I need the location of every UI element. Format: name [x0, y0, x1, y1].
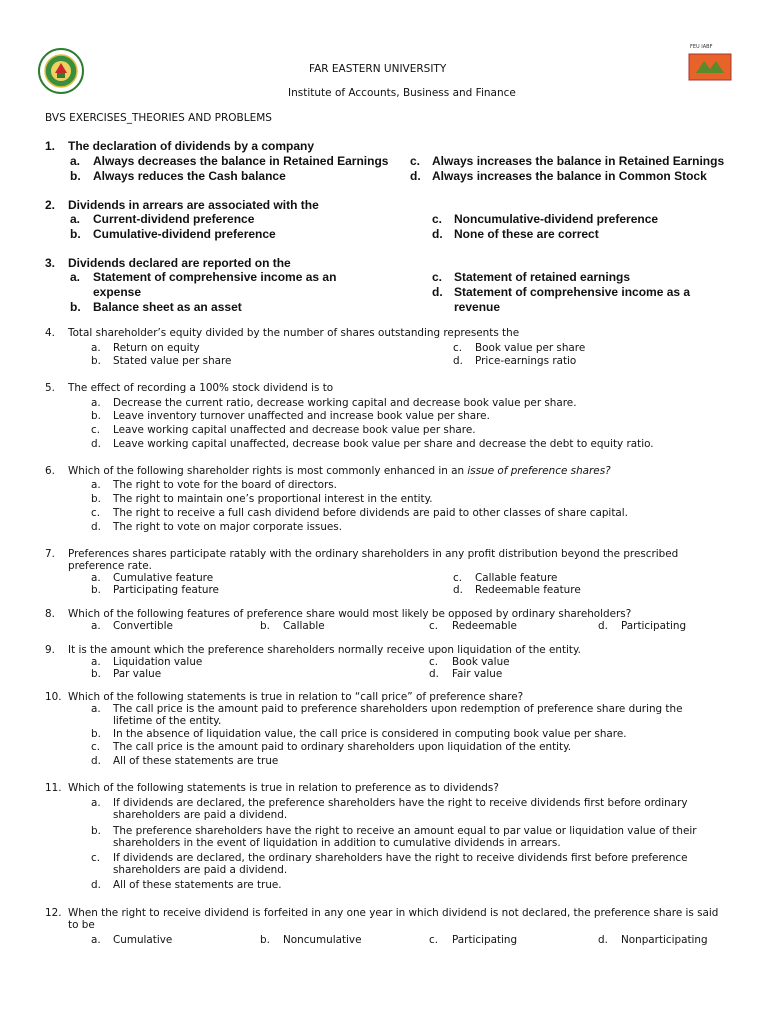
question-number: 8. — [45, 608, 55, 620]
question-stem: The declaration of dividends by a company — [68, 139, 315, 153]
option-text: Callable — [283, 620, 325, 632]
option-letter: d. — [598, 934, 608, 946]
option-letter: b. — [91, 493, 101, 505]
option-text: Participating — [452, 934, 518, 946]
option-text: Cumulative-dividend preference — [93, 227, 276, 241]
question-number: 10. — [45, 691, 62, 703]
option-text: Callable feature — [475, 572, 558, 584]
option-letter: c. — [453, 572, 463, 584]
university-name: FAR EASTERN UNIVERSITY — [309, 63, 447, 75]
question-stem: When the right to receive dividend is forfeited in any one year in which dividend is not declared, the preference share is said to be — [68, 907, 719, 932]
option-letter: c. — [432, 212, 443, 226]
question-stem: Which of the following features of preference share would most likely be opposed by ordinary shareholders? — [68, 608, 632, 620]
option-text: Decrease the current ratio, decrease working capital and decrease book value per share. — [113, 397, 577, 409]
option-text: Price-earnings ratio — [475, 355, 577, 367]
question-number: 5. — [45, 382, 55, 394]
institute-logo-text: FEU IABF — [690, 44, 713, 50]
option-letter: c. — [429, 620, 439, 632]
option-text: Always reduces the Cash balance — [93, 169, 286, 183]
option-letter: a. — [91, 342, 101, 354]
institute-logo — [688, 53, 732, 81]
option-letter: a. — [70, 212, 81, 226]
option-text: The call price is the amount paid to ordinary shareholders upon liquidation of the entity. — [113, 741, 572, 753]
option-letter: d. — [91, 521, 101, 533]
option-letter: a. — [70, 154, 81, 168]
option-letter: a. — [70, 270, 81, 284]
option-text: Participating feature — [113, 584, 219, 596]
option-text: If dividends are declared, the ordinary shareholders have the right to receive dividends first before preference shareholders are paid a dividend. — [113, 852, 688, 877]
option-letter: a. — [91, 934, 101, 946]
option-text: Book value per share — [475, 342, 586, 354]
option-text: Statement of comprehensive income as a revenue — [454, 285, 691, 314]
option-letter: b. — [91, 825, 101, 837]
option-text: Leave inventory turnover unaffected and increase book value per share. — [113, 410, 490, 422]
option-text: Always decreases the balance in Retained Earnings — [93, 154, 389, 168]
option-letter: b. — [70, 169, 81, 183]
question-stem: Dividends in arrears are associated with the — [68, 198, 319, 212]
option-text: If dividends are declared, the preference shareholders have the right to receive dividends first before ordinary shareholders are paid a dividend. — [113, 797, 688, 822]
option-letter: b. — [70, 300, 81, 314]
option-letter: d. — [432, 227, 443, 241]
question-stem: It is the amount which the preference shareholders normally receive upon liquidation of the entity. — [68, 644, 581, 656]
institute-name: Institute of Accounts, Business and Finance — [288, 87, 516, 99]
option-letter: c. — [91, 424, 101, 436]
option-letter: d. — [598, 620, 608, 632]
option-letter: d. — [432, 285, 443, 299]
option-text: Cumulative feature — [113, 572, 214, 584]
question-stem: Dividends declared are reported on the — [68, 256, 291, 270]
option-letter: d. — [91, 879, 101, 891]
option-text: Always increases the balance in Retained Earnings — [432, 154, 725, 168]
option-text: In the absence of liquidation value, the call price is considered in computing book value per share. — [113, 728, 627, 740]
question-stem: The effect of recording a 100% stock dividend is to — [68, 382, 334, 394]
option-letter: d. — [429, 668, 439, 680]
option-text: Statement of comprehensive income as an expense — [93, 270, 337, 299]
option-letter: b. — [91, 584, 101, 596]
option-letter: c. — [429, 656, 439, 668]
option-text: The right to maintain one’s proportional interest in the entity. — [113, 493, 433, 505]
option-text: The preference shareholders have the right to receive an amount equal to par value or liquidation value of their shareholders in the event of liquidation in addition to cumulative dividends in arrears. — [113, 825, 697, 850]
option-text: The call price is the amount paid to preference shareholders upon redemption of preference share during the lifetime of the entity. — [113, 703, 683, 728]
option-text: Statement of retained earnings — [454, 270, 631, 284]
option-letter: c. — [91, 507, 101, 519]
option-letter: b. — [260, 934, 270, 946]
question-number: 12. — [45, 907, 62, 919]
question-stem-text: Which of the following shareholder rights is most commonly enhanced in an — [68, 465, 468, 477]
option-text: Leave working capital unaffected, decrease book value per share and decrease the debt to equity ratio. — [113, 438, 654, 450]
option-text: Cumulative — [113, 934, 173, 946]
option-text: None of these are correct — [454, 227, 599, 241]
question-stem: Which of the following statements is true in relation to “call price” of preference share? — [68, 691, 524, 703]
option-text: The right to vote on major corporate issues. — [113, 521, 343, 533]
question-number: 7. — [45, 548, 55, 560]
option-text: Leave working capital unaffected and decrease book value per share. — [113, 424, 476, 436]
option-letter: c. — [432, 270, 443, 284]
question-number: 11. — [45, 782, 62, 794]
option-text: The right to vote for the board of directors. — [113, 479, 337, 491]
option-letter: b. — [260, 620, 270, 632]
option-letter: c. — [429, 934, 439, 946]
option-letter: c. — [91, 852, 101, 864]
question-stem: Total shareholder’s equity divided by the number of shares outstanding represents the — [68, 327, 520, 339]
option-text: Return on equity — [113, 342, 200, 354]
option-letter: d. — [410, 169, 421, 183]
question-stem: Preferences shares participate ratably with the ordinary shareholders in any profit distribution beyond the prescribed preference rate. — [68, 548, 679, 573]
option-text: Convertible — [113, 620, 173, 632]
option-letter: b. — [91, 410, 101, 422]
option-letter: d. — [91, 438, 101, 450]
option-letter: c. — [410, 154, 421, 168]
option-text: Noncumulative-dividend preference — [454, 212, 659, 226]
option-letter: a. — [91, 572, 101, 584]
option-text: Always increases the balance in Common Stock — [432, 169, 707, 183]
question-number: 6. — [45, 465, 55, 477]
option-text: Par value — [113, 668, 162, 680]
option-letter: a. — [91, 397, 101, 409]
question-stem: Which of the following statements is true in relation to preference as to dividends? — [68, 782, 499, 794]
question-number: 4. — [45, 327, 55, 339]
option-letter: c. — [91, 741, 101, 753]
question-stem-italic: issue of preference shares? — [467, 465, 611, 477]
option-letter: d. — [453, 355, 463, 367]
option-letter: a. — [91, 620, 101, 632]
option-letter: d. — [453, 584, 463, 596]
option-letter: b. — [91, 668, 101, 680]
question-stem — [68, 465, 611, 477]
option-text: Redeemable feature — [475, 584, 581, 596]
option-letter: b. — [91, 355, 101, 367]
option-text: All of these statements are true. — [113, 879, 282, 891]
university-seal-logo — [38, 48, 84, 94]
option-letter: b. — [70, 227, 81, 241]
option-text: Stated value per share — [113, 355, 232, 367]
option-letter: c. — [453, 342, 463, 354]
option-text: Current-dividend preference — [93, 212, 255, 226]
option-text: Noncumulative — [283, 934, 362, 946]
option-letter: b. — [91, 728, 101, 740]
option-letter: d. — [91, 755, 101, 767]
document-title: BVS EXERCISES_THEORIES AND PROBLEMS — [45, 112, 272, 124]
option-letter: a. — [91, 656, 101, 668]
option-letter: a. — [91, 797, 101, 809]
option-text: Nonparticipating — [621, 934, 708, 946]
option-letter: a. — [91, 479, 101, 491]
question-number: 2. — [45, 198, 56, 212]
option-text: Book value — [452, 656, 510, 668]
option-text: Balance sheet as an asset — [93, 300, 242, 314]
option-text: All of these statements are true — [113, 755, 279, 767]
option-letter: a. — [91, 703, 101, 715]
option-text: Fair value — [452, 668, 503, 680]
question-number: 9. — [45, 644, 55, 656]
option-text: Redeemable — [452, 620, 517, 632]
option-text: Participating — [621, 620, 687, 632]
option-text: Liquidation value — [113, 656, 203, 668]
option-text: The right to receive a full cash dividend before dividends are paid to other classes of share capital. — [113, 507, 628, 519]
question-number: 1. — [45, 139, 56, 153]
question-number: 3. — [45, 256, 56, 270]
